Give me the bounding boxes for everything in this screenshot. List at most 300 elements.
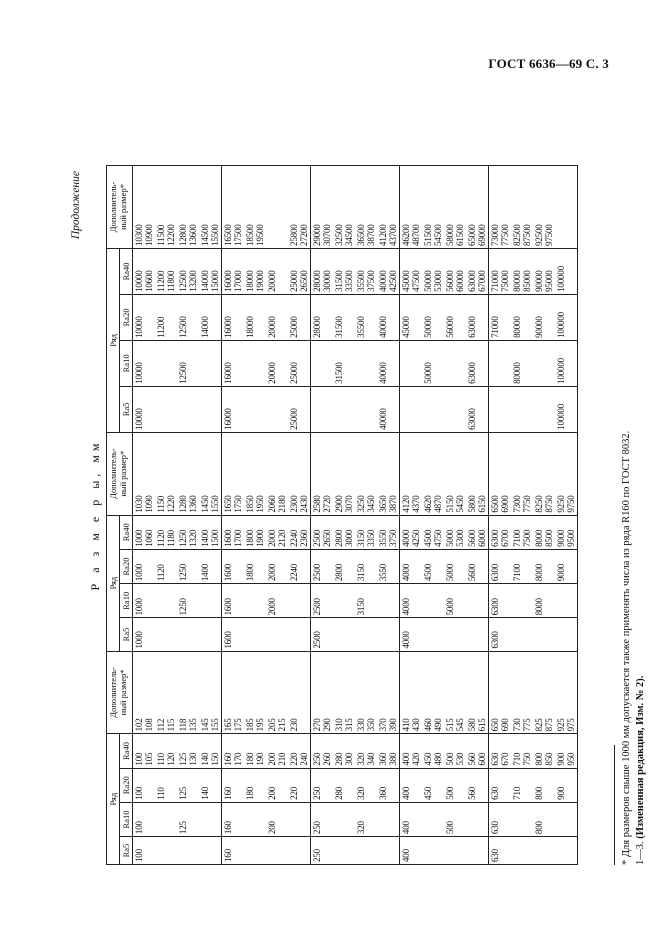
cell-ra5 xyxy=(511,618,533,651)
cell-extra: 65000 69000 xyxy=(466,166,489,249)
cell-ra40: 450 480 xyxy=(422,734,444,768)
cell-ra40: 320 340 xyxy=(355,734,377,768)
cell-ra5 xyxy=(355,386,377,432)
cell-ra5 xyxy=(244,386,266,432)
cell-extra: 102 108 xyxy=(133,651,156,734)
table-row xyxy=(355,166,377,865)
cell-ra20: 20000 xyxy=(266,294,288,340)
cell-ra40: 1000 1060 xyxy=(133,515,156,549)
cell-ra40: 125 130 xyxy=(177,734,199,768)
cell-ra40: 10000 10600 xyxy=(133,248,156,294)
cell-ra10 xyxy=(377,584,400,618)
cell-ra5 xyxy=(177,618,199,651)
cell-ra5 xyxy=(266,837,288,865)
cell-ra5 xyxy=(444,618,466,651)
header-row-series xyxy=(120,166,133,865)
cell-ra10 xyxy=(155,340,177,386)
cell-ra40: 63000 67000 xyxy=(466,248,489,294)
cell-ra10 xyxy=(333,584,355,618)
cell-ra10: 200 xyxy=(266,802,288,836)
cell-ra10 xyxy=(400,340,423,386)
cell-ra10: 80000 xyxy=(511,340,533,386)
cell-ra5 xyxy=(400,386,423,432)
cell-extra: 112 115 xyxy=(155,651,177,734)
cell-extra: 1650 1750 xyxy=(222,432,245,515)
cell-ra40: 710 750 xyxy=(511,734,533,768)
cell-ra5 xyxy=(244,618,266,651)
cell-ra5 xyxy=(311,386,334,432)
cell-ra20: 1400 xyxy=(199,549,222,583)
cell-extra: 10300 10900 xyxy=(133,166,156,249)
cell-ra20: 3150 xyxy=(355,549,377,583)
cell-ra5 xyxy=(466,618,489,651)
table-body xyxy=(133,166,578,865)
cell-ra5 xyxy=(155,837,177,865)
cell-extra: 16500 17500 xyxy=(222,166,245,249)
cell-extra: 29000 30700 xyxy=(311,166,334,249)
cell-ra20: 12500 xyxy=(177,294,199,340)
cell-ra10: 31500 xyxy=(333,340,355,386)
cell-extra: 460 490 xyxy=(422,651,444,734)
cell-ra5: 40000 xyxy=(377,386,400,432)
table-row xyxy=(533,166,555,865)
cell-ra10: 1600 xyxy=(222,584,245,618)
header-ra20: Ra20 xyxy=(120,294,133,340)
table-row xyxy=(199,166,222,865)
cell-ra5 xyxy=(377,618,400,651)
cell-ra10: 25000 xyxy=(288,340,311,386)
cell-ra10: 10000 xyxy=(133,340,156,386)
cell-ra10: 500 xyxy=(444,802,466,836)
cell-ra5 xyxy=(266,618,288,651)
cell-ra40: 1120 1180 xyxy=(155,515,177,549)
cell-ra5 xyxy=(355,837,377,865)
cell-ra10 xyxy=(466,584,489,618)
header-group-ryad: Ряд xyxy=(107,734,120,865)
footnote-rule xyxy=(614,745,615,865)
header-extra-size: Дополнитель- ный размер* xyxy=(107,651,133,734)
cell-extra: 51500 54500 xyxy=(422,166,444,249)
cell-ra20: 250 xyxy=(311,768,334,802)
cell-ra10: 400 xyxy=(400,802,423,836)
cell-ra40: 4500 4750 xyxy=(422,515,444,549)
cell-ra20: 1120 xyxy=(155,549,177,583)
cell-ra40: 2000 2120 xyxy=(266,515,288,549)
header-ra5: Ra5 xyxy=(120,837,133,865)
cell-ra20: 1600 xyxy=(222,549,245,583)
cell-ra5 xyxy=(333,618,355,651)
cell-ra20: 110 xyxy=(155,768,177,802)
cell-ra20: 11200 xyxy=(155,294,177,340)
cell-ra10 xyxy=(555,584,578,618)
cell-ra10 xyxy=(199,802,222,836)
cell-ra40: 500 530 xyxy=(444,734,466,768)
cell-ra40: 2240 2360 xyxy=(288,515,311,549)
cell-ra5 xyxy=(355,618,377,651)
cell-extra: 32500 34500 xyxy=(333,166,355,249)
cell-ra40: 90000 95000 xyxy=(533,248,555,294)
cell-ra40: 280 300 xyxy=(333,734,355,768)
cell-ra10 xyxy=(199,340,222,386)
table-row xyxy=(133,166,156,865)
cell-ra40: 2800 3000 xyxy=(333,515,355,549)
cell-ra40: 100000 xyxy=(555,248,578,294)
cell-ra20: 125 xyxy=(177,768,199,802)
table-row xyxy=(555,166,578,865)
cell-extra: 515 545 xyxy=(444,651,466,734)
cell-ra40: 140 150 xyxy=(199,734,222,768)
cell-ra5 xyxy=(533,618,555,651)
cell-extra: 8250 8750 xyxy=(533,432,555,515)
cell-ra20: 40000 xyxy=(377,294,400,340)
cell-extra: 145 155 xyxy=(199,651,222,734)
cell-ra5 xyxy=(533,837,555,865)
cell-ra40: 5000 5300 xyxy=(444,515,466,549)
cell-extra: 825 875 xyxy=(533,651,555,734)
footnote-2-amendment: (Измененная редакция, Изм. № 2). xyxy=(635,675,646,839)
cell-ra10 xyxy=(244,340,266,386)
cell-ra20: 14000 xyxy=(199,294,222,340)
cell-ra5 xyxy=(288,618,311,651)
cell-ra20: 8000 xyxy=(533,549,555,583)
table-row xyxy=(244,166,266,865)
footnotes xyxy=(620,431,648,865)
cell-ra5 xyxy=(533,386,555,432)
cell-ra40: 1800 1900 xyxy=(244,515,266,549)
cell-ra20: 450 xyxy=(422,768,444,802)
cell-extra: 2580 2720 xyxy=(311,432,334,515)
header-group-ryad: Ряд xyxy=(107,248,120,432)
cell-ra40: 18000 19000 xyxy=(244,248,266,294)
cell-extra: 18500 19500 xyxy=(244,166,266,249)
cell-ra5 xyxy=(244,837,266,865)
cell-extra xyxy=(266,166,288,249)
table-row xyxy=(400,166,423,865)
header-extra-size: Дополнитель- ный размер* xyxy=(107,166,133,249)
cell-extra: 11500 12200 xyxy=(155,166,177,249)
cell-ra40: 560 600 xyxy=(466,734,489,768)
cell-ra5 xyxy=(422,386,444,432)
cell-ra20: 1000 xyxy=(133,549,156,583)
header-ra20: Ra20 xyxy=(120,549,133,583)
cell-ra40: 9000 9500 xyxy=(555,515,578,549)
cell-ra20: 2000 xyxy=(266,549,288,583)
cell-extra: 1850 1950 xyxy=(244,432,266,515)
cell-ra40: 400 420 xyxy=(400,734,423,768)
header-ra40: Ra40 xyxy=(120,515,133,549)
cell-ra40: 1250 1320 xyxy=(177,515,199,549)
cell-ra40: 28000 30000 xyxy=(311,248,334,294)
cell-ra5 xyxy=(466,837,489,865)
cell-ra5 xyxy=(199,386,222,432)
cell-ra40: 180 190 xyxy=(244,734,266,768)
table-row xyxy=(177,166,199,865)
rotated-table-area xyxy=(70,165,650,865)
cell-ra5: 1600 xyxy=(222,618,245,651)
cell-extra: 580 615 xyxy=(466,651,489,734)
cell-ra40: 56000 60000 xyxy=(444,248,466,294)
cell-ra10 xyxy=(444,340,466,386)
cell-ra10: 16000 xyxy=(222,340,245,386)
cell-ra40: 200 210 xyxy=(266,734,288,768)
cell-ra20: 71000 xyxy=(489,294,512,340)
footnote-2-prefix: 1—3. xyxy=(635,841,646,865)
cell-ra20: 4500 xyxy=(422,549,444,583)
cell-ra10 xyxy=(489,340,512,386)
cell-extra: 230 xyxy=(288,651,311,734)
cell-extra: 4120 4370 xyxy=(400,432,423,515)
cell-ra10 xyxy=(155,584,177,618)
cell-ra40: 110 120 xyxy=(155,734,177,768)
cell-ra40: 40000 42500 xyxy=(377,248,400,294)
header-row-group xyxy=(107,166,120,865)
table-row xyxy=(466,166,489,865)
cell-extra: 165 175 xyxy=(222,651,245,734)
cell-ra20: 16000 xyxy=(222,294,245,340)
cell-ra20: 5600 xyxy=(466,549,489,583)
cell-extra: 58000 61500 xyxy=(444,166,466,249)
cell-ra5 xyxy=(288,837,311,865)
cell-ra5 xyxy=(444,837,466,865)
cell-ra10 xyxy=(511,802,533,836)
cell-ra5: 100 xyxy=(133,837,156,865)
cell-extra: 118 135 xyxy=(177,651,199,734)
cell-extra: 1280 1360 xyxy=(177,432,199,515)
cell-extra: 7300 7750 xyxy=(511,432,533,515)
cell-ra40: 250 260 xyxy=(311,734,334,768)
header-ra5: Ra5 xyxy=(120,386,133,432)
cell-ra5: 6300 xyxy=(489,618,512,651)
cell-ra5 xyxy=(489,386,512,432)
cell-ra40: 100 105 xyxy=(133,734,156,768)
table-row xyxy=(489,166,512,865)
cell-ra10: 630 xyxy=(489,802,512,836)
cell-ra20: 35500 xyxy=(355,294,377,340)
cell-ra20: 50000 xyxy=(422,294,444,340)
cell-ra40: 1600 1700 xyxy=(222,515,245,549)
cell-ra10 xyxy=(244,584,266,618)
cell-ra10: 2500 xyxy=(311,584,334,618)
cell-ra40: 5600 6000 xyxy=(466,515,489,549)
cell-extra: 650 690 xyxy=(489,651,512,734)
cell-ra40: 360 380 xyxy=(377,734,400,768)
cell-ra20: 56000 xyxy=(444,294,466,340)
cell-ra5 xyxy=(177,837,199,865)
cell-ra20: 100000 xyxy=(555,294,578,340)
cell-ra10: 5000 xyxy=(444,584,466,618)
cell-ra20: 2500 xyxy=(311,549,334,583)
footnote-1: * Для размеров свыше 1000 мм допускается также применять числа из ряда R160 по ГОСТ 8032. xyxy=(621,430,632,865)
cell-extra: 36500 38700 xyxy=(355,166,377,249)
cell-ra10 xyxy=(422,802,444,836)
cell-ra5 xyxy=(555,837,578,865)
header-ra10: Ra10 xyxy=(120,584,133,618)
footnote-2 xyxy=(634,431,648,865)
cell-ra10: 800 xyxy=(533,802,555,836)
cell-ra20: 90000 xyxy=(533,294,555,340)
cell-extra: 270 290 xyxy=(311,651,334,734)
cell-ra20: 180 xyxy=(244,768,266,802)
cell-ra5 xyxy=(511,837,533,865)
cell-ra40: 800 850 xyxy=(533,734,555,768)
cell-ra40: 35500 37500 xyxy=(355,248,377,294)
cell-ra20: 560 xyxy=(466,768,489,802)
cell-ra20: 63000 xyxy=(466,294,489,340)
cell-ra20: 45000 xyxy=(400,294,423,340)
table-row xyxy=(288,166,311,865)
cell-ra5: 16000 xyxy=(222,386,245,432)
header-ra40: Ra40 xyxy=(120,734,133,768)
header-ra40: Ra40 xyxy=(120,248,133,294)
cell-ra10: 160 xyxy=(222,802,245,836)
cell-ra5: 400 xyxy=(400,837,423,865)
header-ra10: Ra10 xyxy=(120,340,133,386)
cell-ra5: 160 xyxy=(222,837,245,865)
cell-ra10 xyxy=(311,340,334,386)
cell-ra40: 80000 85000 xyxy=(511,248,533,294)
cell-ra20: 4000 xyxy=(400,549,423,583)
cell-ra20: 7100 xyxy=(511,549,533,583)
cell-extra: 1030 1090 xyxy=(133,432,156,515)
cell-extra: 25800 27200 xyxy=(288,166,311,249)
header-group-ryad: Ряд xyxy=(107,515,120,651)
cell-ra10: 40000 xyxy=(377,340,400,386)
cell-ra5 xyxy=(333,837,355,865)
cell-ra20: 360 xyxy=(377,768,400,802)
table-row xyxy=(266,166,288,865)
table-header xyxy=(107,166,133,865)
cell-ra5: 4000 xyxy=(400,618,423,651)
table-title: Р а з м е р ы, мм xyxy=(88,439,102,591)
cell-extra: 3650 3870 xyxy=(377,432,400,515)
cell-extra: 12800 13600 xyxy=(177,166,199,249)
cell-ra20: 5000 xyxy=(444,549,466,583)
cell-ra5 xyxy=(422,618,444,651)
cell-ra40: 14000 15000 xyxy=(199,248,222,294)
cell-ra40: 45000 47500 xyxy=(400,248,423,294)
cell-ra20: 630 xyxy=(489,768,512,802)
cell-ra40: 8000 8500 xyxy=(533,515,555,549)
table-row xyxy=(155,166,177,865)
cell-ra5 xyxy=(155,618,177,651)
cell-extra: 1450 1550 xyxy=(199,432,222,515)
cell-ra20: 500 xyxy=(444,768,466,802)
cell-extra: 5150 5450 xyxy=(444,432,466,515)
cell-ra40: 11200 11800 xyxy=(155,248,177,294)
cell-ra40: 4000 4250 xyxy=(400,515,423,549)
cell-ra10 xyxy=(244,802,266,836)
cell-ra40: 6300 6700 xyxy=(489,515,512,549)
cell-extra xyxy=(555,166,578,249)
cell-ra5 xyxy=(199,618,222,651)
cell-ra20: 1250 xyxy=(177,549,199,583)
cell-ra10: 100000 xyxy=(555,340,578,386)
cell-ra10: 6300 xyxy=(489,584,512,618)
cell-extra: 730 775 xyxy=(511,651,533,734)
cell-ra10: 1000 xyxy=(133,584,156,618)
cell-ra20: 28000 xyxy=(311,294,334,340)
cell-extra: 925 975 xyxy=(555,651,578,734)
header-ra20: Ra20 xyxy=(120,768,133,802)
cell-ra40: 160 170 xyxy=(222,734,245,768)
cell-ra5: 630 xyxy=(489,837,512,865)
cell-extra: 410 430 xyxy=(400,651,423,734)
cell-ra10 xyxy=(155,802,177,836)
cell-ra20: 160 xyxy=(222,768,245,802)
cell-ra20: 140 xyxy=(199,768,222,802)
table-row xyxy=(444,166,466,865)
cell-ra20: 800 xyxy=(533,768,555,802)
cell-ra10: 4000 xyxy=(400,584,423,618)
cell-ra40: 3550 3750 xyxy=(377,515,400,549)
cell-ra20: 10000 xyxy=(133,294,156,340)
cell-ra10 xyxy=(533,340,555,386)
cell-ra40: 3150 3350 xyxy=(355,515,377,549)
cell-ra10: 2000 xyxy=(266,584,288,618)
cell-ra5: 63000 xyxy=(466,386,489,432)
cell-ra10: 20000 xyxy=(266,340,288,386)
cell-ra5 xyxy=(555,618,578,651)
cell-ra5: 25000 xyxy=(288,386,311,432)
cell-extra: 92500 97500 xyxy=(533,166,555,249)
cell-extra: 2900 3070 xyxy=(333,432,355,515)
table-row xyxy=(377,166,400,865)
cell-ra5 xyxy=(444,386,466,432)
cell-ra20: 6300 xyxy=(489,549,512,583)
cell-ra10: 12500 xyxy=(177,340,199,386)
cell-extra: 2300 2430 xyxy=(288,432,311,515)
cell-ra5: 250 xyxy=(311,837,334,865)
cell-ra40: 7100 7500 xyxy=(511,515,533,549)
cell-extra: 370 390 xyxy=(377,651,400,734)
cell-ra10 xyxy=(422,584,444,618)
cell-ra5: 100000 xyxy=(555,386,578,432)
cell-extra: 9250 9750 xyxy=(555,432,578,515)
cell-ra10: 50000 xyxy=(422,340,444,386)
cell-ra5 xyxy=(266,386,288,432)
cell-extra: 4620 4870 xyxy=(422,432,444,515)
cell-ra20: 280 xyxy=(333,768,355,802)
cell-ra20: 710 xyxy=(511,768,533,802)
cell-ra40: 12500 13200 xyxy=(177,248,199,294)
cell-ra40: 16000 17000 xyxy=(222,248,245,294)
cell-ra10 xyxy=(199,584,222,618)
cell-ra10: 320 xyxy=(355,802,377,836)
cell-ra10: 100 xyxy=(133,802,156,836)
cell-ra20: 3550 xyxy=(377,549,400,583)
cell-extra: 41200 43700 xyxy=(377,166,400,249)
cell-extra: 82500 87500 xyxy=(511,166,533,249)
cell-ra20: 2800 xyxy=(333,549,355,583)
cell-ra20: 1800 xyxy=(244,549,266,583)
cell-ra5: 2500 xyxy=(311,618,334,651)
cell-extra: 310 315 xyxy=(333,651,355,734)
cell-ra40: 1400 1500 xyxy=(199,515,222,549)
cell-extra: 330 350 xyxy=(355,651,377,734)
cell-ra10: 250 xyxy=(311,802,334,836)
cell-ra20: 80000 xyxy=(511,294,533,340)
continuation-label: Продолжение xyxy=(70,171,82,240)
cell-ra10 xyxy=(288,584,311,618)
cell-ra10: 1250 xyxy=(177,584,199,618)
page-header: ГОСТ 6636—69 С. 3 xyxy=(488,56,609,71)
header-extra-size: Дополнитель- ный размер* xyxy=(107,432,133,515)
cell-ra20: 25000 xyxy=(288,294,311,340)
cell-ra5 xyxy=(511,386,533,432)
cell-ra20: 900 xyxy=(555,768,578,802)
header-ra5: Ra5 xyxy=(120,618,133,651)
cell-ra20: 9000 xyxy=(555,549,578,583)
